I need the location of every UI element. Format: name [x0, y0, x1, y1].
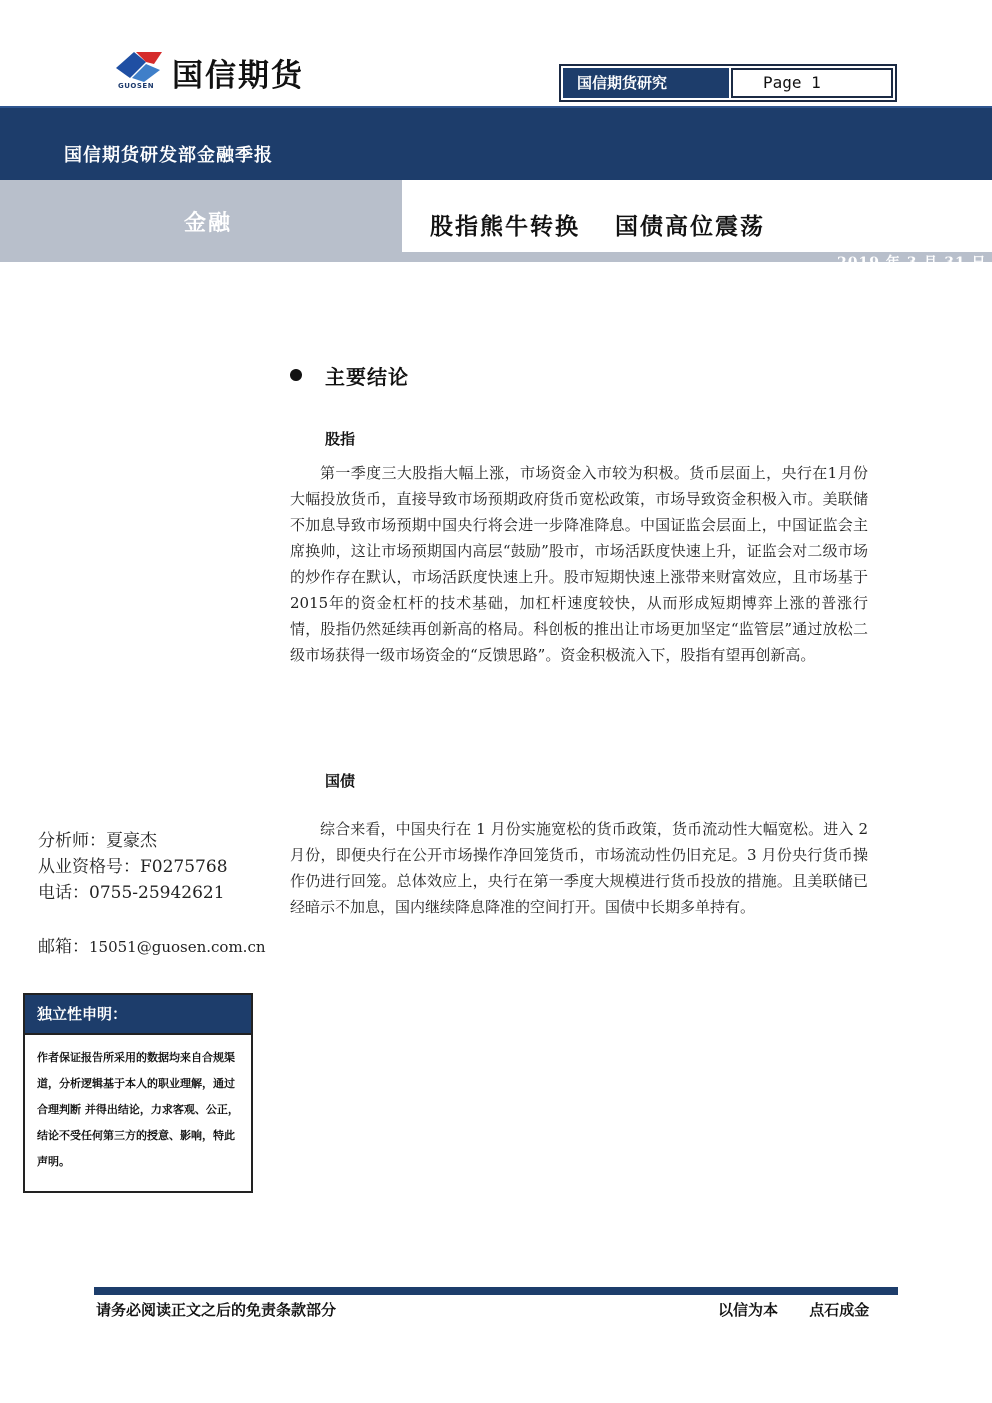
- report-date: 2019 年 3 月 31 日: [837, 255, 987, 271]
- report-banner: [0, 106, 992, 180]
- page-number: Page 1: [731, 68, 893, 98]
- guosen-logo-icon: [116, 48, 166, 86]
- email-address[interactable]: 15051@guosen.com.cn: [89, 938, 266, 956]
- analyst-license: 从业资格号：F0275768: [38, 857, 228, 877]
- bullet-icon: [290, 369, 302, 381]
- independence-statement-heading: 独立性申明：: [25, 995, 251, 1035]
- category-label: 金融: [184, 210, 233, 236]
- footer-disclaimer-note: 请务必阅读正文之后的免责条款部分: [96, 1301, 337, 1319]
- independence-statement-text: 作者保证报告所采用的数据均来自合规渠道，分析逻辑基于本人的职业理解，通过合理判断 并得出结论，力求客观、公正，结论不受任何第三方的授意、影响，特此声明。: [37, 1051, 239, 1168]
- category-bar: [0, 180, 992, 262]
- logo-subtext: GUOSEN: [118, 82, 155, 90]
- research-label: 国信期货研究: [563, 68, 729, 98]
- logo-brand-name: 国信期货: [172, 58, 304, 94]
- analyst-info: [38, 828, 228, 906]
- stock-index-paragraph: 第一季度三大股指大幅上涨，市场资金入市较为积极。货币层面上，央行在1月份大幅投放货币，直接导致市场预期政府货币宽松政策，市场导致资金积极入市。美联储不加息导致市场预期中国央行将会进一步降准降息。中国证监会层面上，中国证监会主席换帅，这让市场预期国内高层“鼓励”股市，市场活跃度快速上升，证监会对二级市场的炒作存在默认，市场活跃度快速上升。股市短期快速上涨带来财富效应，且市场基于2015年的资金杠杆的技术基础，加杠杆速度较快，从而形成短期博弈上涨的普涨行情，股指仍然延续再创新高的格局。科创板的推出让市场更加坚定“监管层”通过放松二级市场获得一级市场资金的“反馈思路”。资金积极流入下，股指有望再创新高。: [290, 464, 868, 664]
- treasury-bond-paragraph: 综合来看，中国央行在 1 月份实施宽松的货币政策，货币流动性大幅宽松。进入 2 月份，即便央行在公开市场操作净回笼货币，市场流动性仍旧充足。3 月份央行货币操作仍进行回笼。总体效应上，央行在第一季度大规模进行货币投放的措施。且美联储已经暗示不加息，国内继续降息降准的空间打开。国债中长期多单持有。: [290, 820, 868, 916]
- header-research-box: [559, 64, 897, 102]
- report-headline: 股指熊牛转换 国债高位震荡: [430, 213, 766, 240]
- report-series-title: 国信期货研发部金融季报: [64, 145, 273, 166]
- stock-index-heading: 股指: [325, 430, 356, 448]
- headline-box: [402, 180, 992, 252]
- email-label: 邮箱：: [38, 937, 89, 957]
- analyst-email: [38, 932, 266, 957]
- independence-statement-box: [23, 993, 253, 1193]
- analyst-name: 分析师：夏豪杰: [38, 831, 157, 851]
- footer-divider: [94, 1287, 898, 1295]
- analyst-phone: 电话：0755-25942621: [38, 883, 225, 903]
- treasury-bond-heading: 国债: [325, 772, 356, 790]
- company-logo: [116, 48, 356, 94]
- section-heading: 主要结论: [325, 365, 409, 389]
- footer-slogan: 以信为本 点石成金: [718, 1301, 870, 1319]
